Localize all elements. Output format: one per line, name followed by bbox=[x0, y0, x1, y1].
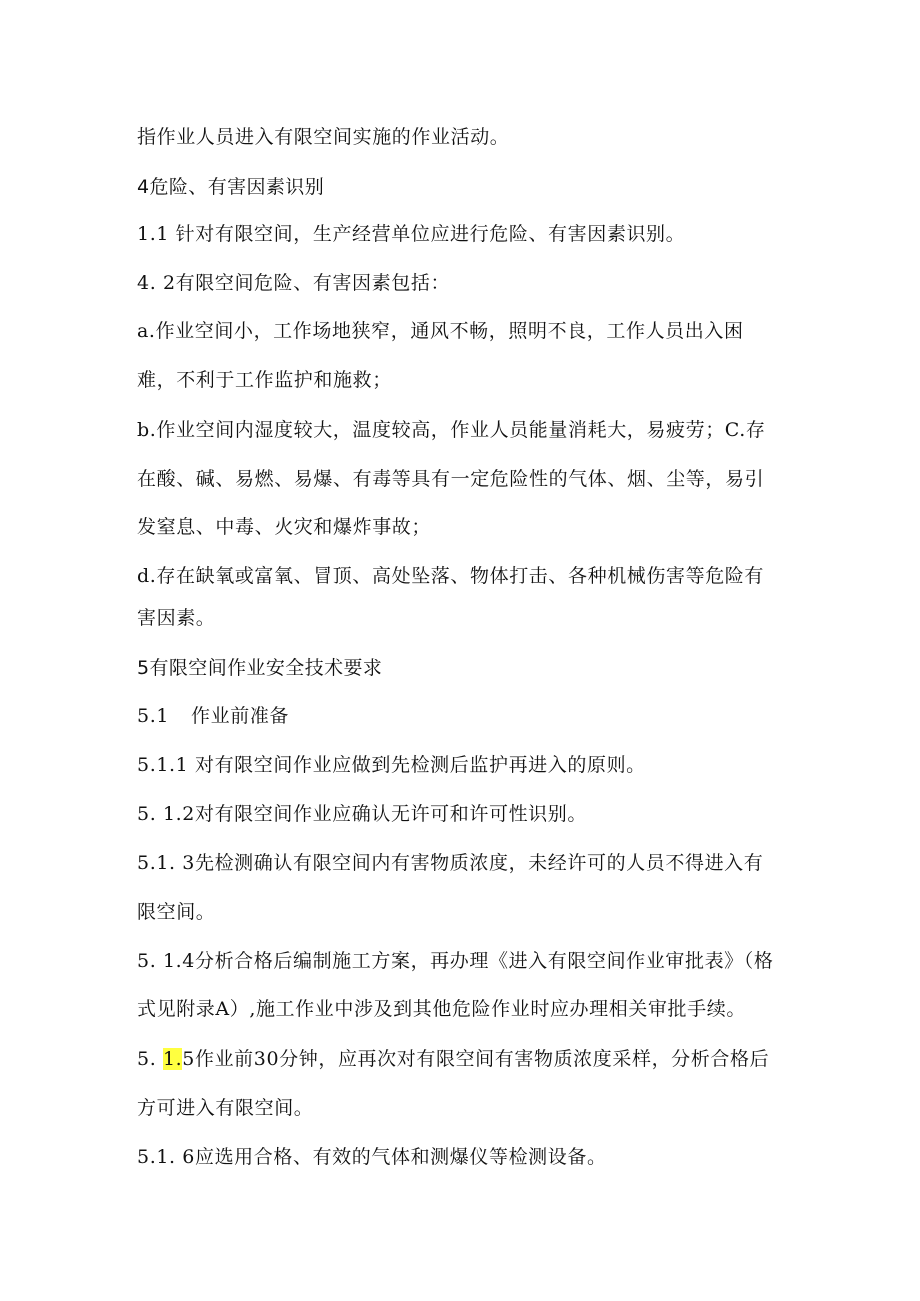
section-heading-5: 5有限空间作业安全技术要求 bbox=[137, 657, 383, 679]
paragraph-line: 1.1 针对有限空间，生产经营单位应进行危险、有害因素识别。 bbox=[137, 223, 686, 245]
highlight-mark: 1. bbox=[162, 1048, 183, 1070]
subsection-number: 5.1 bbox=[137, 705, 170, 727]
section-heading-4: 4危险、有害因素识别 bbox=[137, 176, 325, 198]
clause-prefix: 5. bbox=[137, 1048, 163, 1070]
paragraph-line: 5.1. 6应选用合格、有效的气体和测爆仪等检测设备。 bbox=[137, 1146, 607, 1168]
paragraph-line: 指作业人员进入有限空间实施的作业活动。 bbox=[137, 126, 510, 148]
paragraph-line: 难，不利于工作监护和施救； bbox=[137, 369, 392, 391]
paragraph-line: 方可进入有限空间。 bbox=[137, 1097, 314, 1119]
paragraph-line: 4. 2有限空间危险、有害因素包括： bbox=[137, 272, 451, 294]
paragraph-line: 5.1. 3先检测确认有限空间内有害物质浓度，未经许可的人员不得进入有 bbox=[137, 852, 764, 874]
paragraph-line: 在酸、碱、易燃、易爆、有毒等具有一定危险性的气体、烟、尘等，易引 bbox=[137, 468, 765, 490]
paragraph-line: d.存在缺氧或富氧、冒顶、高处坠落、物体打击、各种机械伤害等危险有 bbox=[137, 565, 765, 587]
paragraph-line: 5. 1.2对有限空间作业应确认无许可和许可性识别。 bbox=[137, 803, 587, 825]
paragraph-line: 式见附录A）,施工作业中涉及到其他危险作业时应办理相关审批手续。 bbox=[137, 998, 746, 1020]
paragraph-line: 害因素。 bbox=[137, 607, 216, 629]
subsection-title: 作业前准备 bbox=[191, 705, 290, 727]
clause-text: 5作业前30分钟，应再次对有限空间有害物质浓度采样，分析合格后 bbox=[182, 1048, 770, 1070]
paragraph-line: 限空间。 bbox=[137, 901, 216, 923]
paragraph-line: 发窒息、中毒、火灾和爆炸事故； bbox=[137, 516, 432, 538]
paragraph-line-highlighted bbox=[137, 1046, 797, 1072]
subsection-heading-5-1 bbox=[137, 703, 797, 729]
paragraph-line: 5. 1.4分析合格后编制施工方案，再办理《进入有限空间作业审批表》（格 bbox=[137, 950, 774, 972]
paragraph-line: 5.1.1 对有限空间作业应做到先检测后监护再进入的原则。 bbox=[137, 754, 646, 776]
paragraph-line: b.作业空间内湿度较大，温度较高，作业人员能量消耗大，易疲劳；C.存 bbox=[137, 419, 766, 441]
paragraph-line: a.作业空间小，工作场地狭窄，通风不畅，照明不良，工作人员出入困 bbox=[137, 320, 744, 342]
